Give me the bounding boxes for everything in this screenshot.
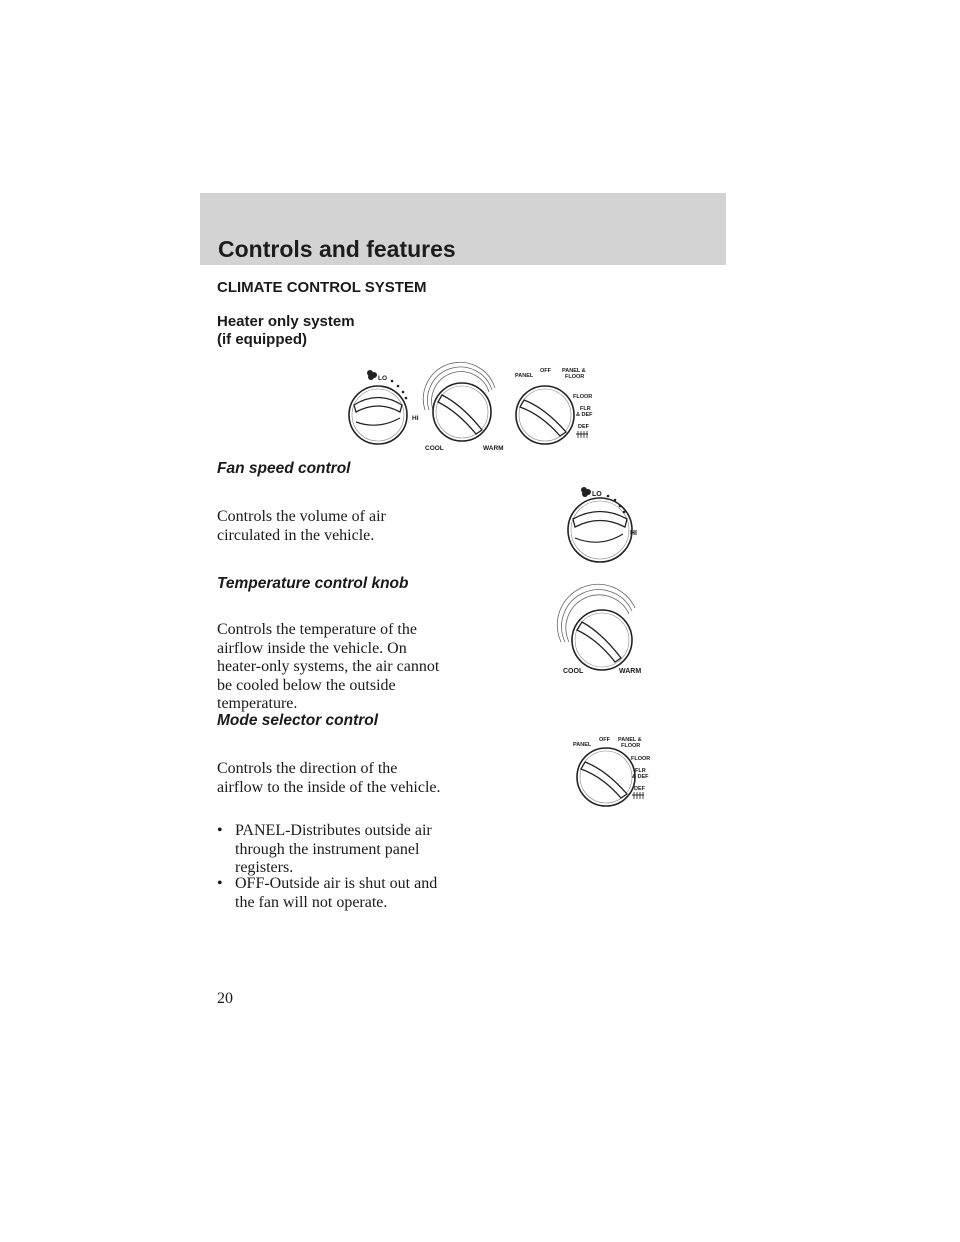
page-header-title: Controls and features [218,236,456,262]
mode-panel-label: PANEL [573,742,592,748]
mode-flr-def-label-2: & DEF [632,774,649,780]
mode-flr-def-label-2: & DEF [576,412,593,418]
text-line: Controls the volume of air [217,508,386,525]
temperature-dial [555,600,655,680]
subsection-title-line1: Heater only system [217,313,355,330]
text-line: airflow inside the vehicle. On [217,639,407,657]
text-line: circulated in the vehicle. [217,526,375,544]
temp-warm-label: WARM [619,668,642,675]
fan-speed-heading: Fan speed control [217,460,351,477]
mode-panel-floor-label-2: FLOOR [621,743,641,749]
temp-cool-label: COOL [563,668,584,675]
text-line: registers. [235,859,294,876]
page-number: 20 [217,990,233,1007]
temp-warm-label: WARM [483,445,504,452]
text-line: be cooled below the outside [217,676,396,694]
temperature-dial-small [423,362,503,452]
mode-heading: Mode selector control [217,712,379,729]
text-line: heater-only systems, the air cannot [217,658,440,675]
text-line: the fan will not operate. [235,893,388,911]
bullet-symbol: • [217,875,223,892]
temp-cool-label: COOL [425,445,444,452]
mode-description [217,760,492,797]
mode-panel-floor-label-1: PANEL & [618,737,642,743]
mode-off-label: OFF [540,368,551,374]
text-line: Controls the temperature of the [217,621,417,638]
fan-dial-small [349,370,419,444]
mode-flr-def-label-1: FLR [580,406,591,412]
text-line: PANEL-Distributes outside air [235,822,432,839]
fan-speed-description [217,508,492,545]
mode-def-label: DEF [578,424,589,430]
mode-panel-floor-label-1: PANEL & [562,368,586,374]
fan-lo-label: LO [378,375,388,382]
bullet-symbol: • [217,822,223,839]
fan-icon [581,487,591,497]
mode-dial-small [515,368,593,444]
subsection-title-line2: (if equipped) [217,331,307,348]
temperature-description [217,621,492,714]
defrost-icon [632,792,644,799]
text-line: temperature. [217,695,298,712]
mode-selector-dial [568,732,658,807]
mode-panel-floor-label-2: FLOOR [565,374,585,380]
climate-dials-illustration [340,360,600,455]
section-title: CLIMATE CONTROL SYSTEM [217,279,427,296]
fan-speed-dial [560,480,650,565]
mode-flr-def-label-1: FLR [635,768,646,774]
mode-off-label: OFF [599,737,610,743]
fan-hi-label: HI [412,415,419,422]
fan-hi-label: HI [630,530,637,537]
mode-panel-label: PANEL [515,373,534,379]
fan-icon [367,370,377,380]
defrost-icon [576,431,588,438]
header-band [200,193,726,265]
mode-floor-label: FLOOR [573,394,593,400]
mode-floor-label: FLOOR [631,756,651,762]
mode-def-label: DEF [634,786,645,792]
bullet-item-panel [217,822,477,878]
bullet-item-off [217,875,477,912]
fan-lo-label: LO [592,491,602,498]
text-line: OFF-Outside air is shut out and [235,875,438,892]
text-line: through the instrument panel [235,840,420,858]
temperature-heading: Temperature control knob [217,575,409,592]
text-line: Controls the direction of the [217,760,398,777]
text-line: airflow to the inside of the vehicle. [217,778,441,796]
